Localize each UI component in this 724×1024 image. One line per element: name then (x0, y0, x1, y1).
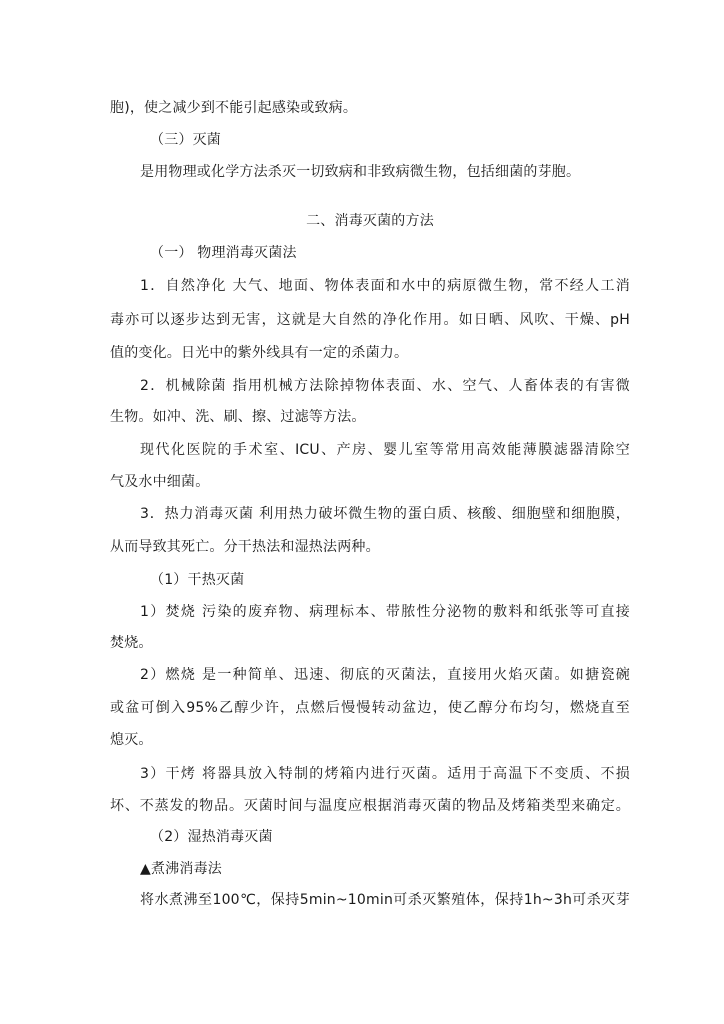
text-line: 气及水中细菌。 (110, 474, 210, 490)
text-line: 1）焚烧 污染的废弃物、病理标本、带脓性分泌物的敷料和纸张等可直接 (140, 604, 630, 620)
text-line: 2）燃烧 是一种简单、迅速、彻底的灭菌法，直接用火焰灭菌。如搪瓷碗 (140, 667, 630, 683)
subsection-heading: （三）灭菌 (150, 132, 221, 148)
subsection-heading: （一） 物理消毒灭菌法 (150, 245, 297, 261)
text-line: 从而导致其死亡。分干热法和湿热法两种。 (110, 539, 380, 555)
text-line: 2．机械除菌 指用机械方法除掉物体表面、水、空气、人畜体表的有害微 (140, 378, 630, 394)
text-line: 值的变化。日光中的紫外线具有一定的杀菌力。 (110, 345, 409, 361)
subsection-heading: （2）湿热消毒灭菌 (150, 829, 273, 845)
text-line: 毒亦可以逐步达到无害，这就是大自然的净化作用。如日晒、风吹、干燥、pH (110, 312, 630, 328)
text-line: 3．热力消毒灭菌 利用热力破坏微生物的蛋白质、核酸、细胞壁和细胞膜， (140, 506, 630, 522)
subsection-heading: （1）干热灭菌 (150, 572, 245, 588)
text-line: 3）干烤 将器具放入特制的烤箱内进行灭菌。适用于高温下不变质、不损 (140, 766, 630, 782)
text-line: 现代化医院的手术室、ICU、产房、婴儿室等常用高效能薄膜滤器清除空 (140, 442, 630, 458)
section-heading: 二、消毒灭菌的方法 (306, 213, 434, 229)
text-line: 焚烧。 (110, 635, 153, 651)
text-line: 熄灭。 (110, 732, 153, 748)
bullet-heading: ▲煮沸消毒法 (140, 861, 222, 877)
text-line: 1．自然净化 大气、地面、物体表面和水中的病原微生物，常不经人工消 (140, 278, 630, 294)
text-line: 将水煮沸至100℃，保持5min~10min可杀灭繁殖体，保持1h~3h可杀灭芽 (140, 892, 630, 908)
text-line: 胞)，使之减少到不能引起感染或致病。 (110, 100, 358, 116)
text-line: 坏、不蒸发的物品。灭菌时间与温度应根据消毒灭菌的物品及烤箱类型来确定。 (110, 798, 630, 814)
text-line: 生物。如冲、洗、刷、擦、过滤等方法。 (110, 409, 366, 425)
text-line: 是用物理或化学方法杀灭一切致病和非致病微生物，包括细菌的芽胞。 (140, 164, 581, 180)
text-line: 或盆可倒入95%乙醇少许，点燃后慢慢转动盆边，使乙醇分布均匀，燃烧直至 (110, 700, 630, 716)
